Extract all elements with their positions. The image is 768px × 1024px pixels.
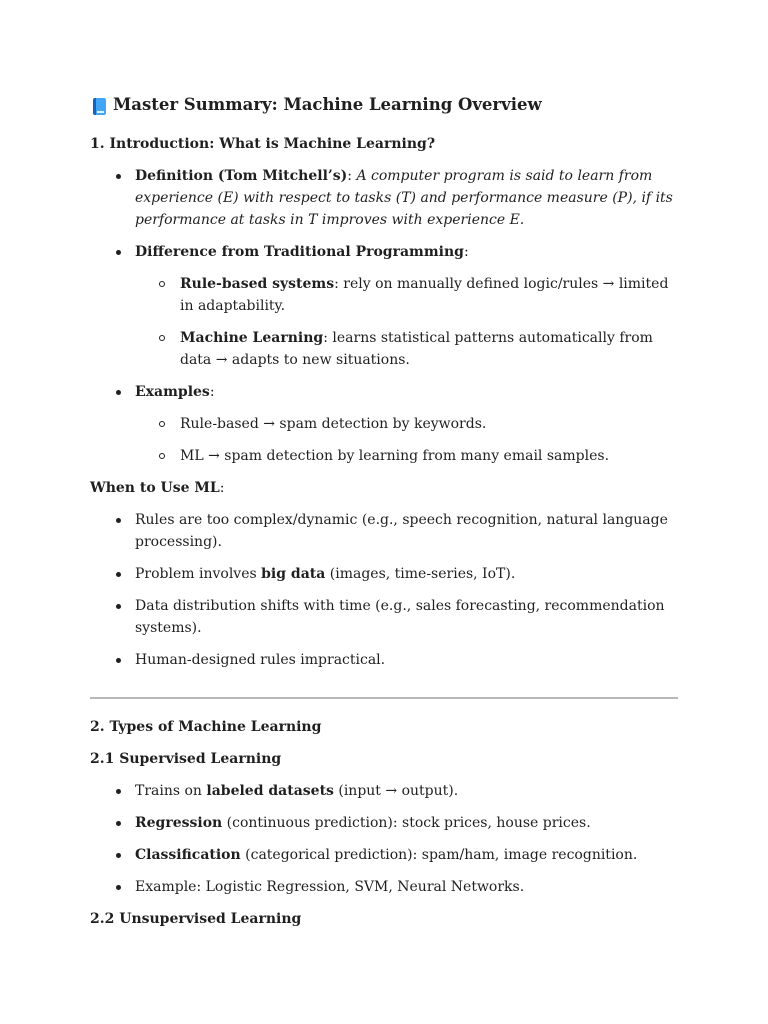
subitem-text: : learns statistical patterns automatically from data → adapts to new situations. — [180, 330, 653, 368]
examples-subitem: Rule-based → spam detection by keywords. — [135, 413, 678, 435]
item-bold: Classification — [135, 847, 241, 863]
examples-colon: : — [209, 384, 215, 400]
list-item — [90, 649, 678, 671]
examples-sublist — [135, 413, 678, 467]
item-text: (images, time-series, IoT). — [325, 566, 516, 582]
subitem-text: : rely on manually defined logic/rules → limited in adaptability. — [180, 276, 669, 314]
definition-text: A computer program is said to learn from experience (E) with respect to tasks (T) and performance measure (P), if its performance at tasks in T improves with experience E. — [135, 168, 673, 228]
item-text: Problem involves — [135, 566, 262, 582]
section-1-heading: 1. Introduction: What is Machine Learning? — [90, 136, 436, 152]
item-bold: big data — [261, 566, 326, 582]
when-to-use-heading — [90, 477, 678, 499]
subitem-label: Rule-based systems — [180, 276, 335, 292]
difference-colon: : — [463, 244, 469, 260]
difference-subitem-ml — [135, 327, 678, 371]
definition-colon: : — [347, 168, 357, 184]
difference-subitem-rule-based — [135, 273, 678, 317]
item-text: Trains on — [135, 783, 207, 799]
examples-item — [90, 381, 678, 467]
item-text: Human-designed rules impractical. — [135, 652, 386, 668]
examples-label: Examples — [135, 384, 210, 400]
difference-item — [90, 241, 678, 371]
list-item — [90, 780, 678, 802]
when-to-use-label: When to Use ML — [90, 480, 220, 496]
item-text: Rules are too complex/dynamic (e.g., speech recognition, natural language processing). — [135, 512, 668, 550]
item-text: Example: Logistic Regression, SVM, Neural Networks. — [135, 879, 525, 895]
list-item — [90, 509, 678, 553]
supervised-list — [90, 780, 678, 898]
blue-book-icon — [93, 98, 106, 115]
subitem-label: Machine Learning — [180, 330, 324, 346]
section-2-heading: 2. Types of Machine Learning — [90, 719, 322, 735]
item-bold: labeled datasets — [206, 783, 334, 799]
item-text: Data distribution shifts with time (e.g., sales forecasting, recommendation systems). — [135, 598, 665, 636]
list-item — [90, 812, 678, 834]
item-text: (categorical prediction): spam/ham, image recognition. — [240, 847, 638, 863]
intro-list — [90, 165, 678, 467]
when-to-use-colon: : — [219, 480, 225, 496]
difference-label: Difference from Traditional Programming — [135, 244, 464, 260]
definition-item — [90, 165, 678, 231]
when-to-use-list — [90, 509, 678, 671]
list-item — [90, 563, 678, 585]
list-item — [90, 595, 678, 639]
item-bold: Regression — [135, 815, 223, 831]
document-title-text: Master Summary: Machine Learning Overview — [113, 95, 542, 114]
subsection-2-1-heading: 2.1 Supervised Learning — [90, 751, 282, 767]
item-text: (input → output). — [333, 783, 459, 799]
difference-sublist — [135, 273, 678, 371]
subsection-2-2-heading: 2.2 Unsupervised Learning — [90, 911, 302, 927]
definition-label: Definition (Tom Mitchell’s) — [135, 168, 348, 184]
examples-subitem: ML → spam detection by learning from many email samples. — [135, 445, 678, 467]
document-title — [90, 92, 678, 118]
list-item — [90, 876, 678, 898]
list-item — [90, 844, 678, 866]
item-text: (continuous prediction): stock prices, house prices. — [222, 815, 591, 831]
section-divider — [90, 697, 678, 699]
